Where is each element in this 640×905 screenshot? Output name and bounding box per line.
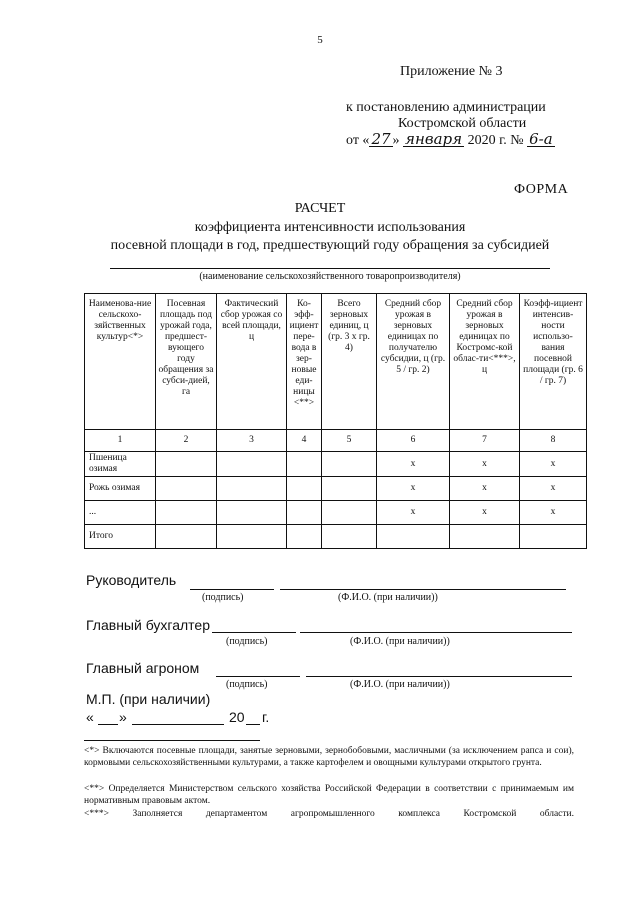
date-prefix: от « (346, 133, 370, 148)
table-cell[interactable] (287, 501, 322, 525)
table-cell[interactable] (377, 525, 450, 549)
agronomist-signature-line[interactable] (216, 676, 300, 677)
header-cell-harvest: Фактический сбор урожая со всей площади, ц (217, 294, 287, 430)
document-subtitle-1: коэффициента интенсивности использования (194, 220, 466, 235)
header-cell-avg-recipient: Средний сбор урожая в зерновых единицах по получателю субсидии, ц (гр. 5 / гр. 2) (377, 294, 450, 430)
header-cell-avg-region: Средний сбор урожая в зерновых единицах по Костромс-кой облас-ти<***>, ц (450, 294, 520, 430)
table-cell[interactable] (217, 501, 287, 525)
total-label-cell: Итого (85, 525, 156, 549)
page-number: 5 (317, 34, 323, 46)
head-signature-line[interactable] (190, 589, 274, 590)
table-cell[interactable] (450, 525, 520, 549)
table-cell: x (450, 501, 520, 525)
header-cell-total-units: Всего зерновых единиц, ц (гр. 3 x гр. 4) (322, 294, 377, 430)
table-cell[interactable] (217, 477, 287, 501)
table-cell[interactable] (156, 452, 217, 477)
decree-date-line (346, 130, 555, 149)
header-cell-intensity: Коэфф-ициент интенсив-ности использо-вания посевной площади (гр. 6 / гр. 7) (520, 294, 587, 430)
head-name-line[interactable] (280, 589, 566, 590)
table-cell[interactable] (322, 477, 377, 501)
table-cell: x (450, 477, 520, 501)
stamp-label: М.П. (при наличии) (86, 691, 211, 707)
table-cell: x (377, 477, 450, 501)
date-close-quote: » (119, 709, 127, 725)
table-cell[interactable] (287, 477, 322, 501)
column-number: 5 (322, 430, 377, 452)
head-label: Руководитель (86, 572, 177, 588)
producer-name-line[interactable] (110, 268, 550, 269)
table-cell[interactable] (322, 525, 377, 549)
column-number: 6 (377, 430, 450, 452)
table-cell[interactable] (217, 452, 287, 477)
footnote-divider (84, 740, 260, 741)
table-cell: x (450, 452, 520, 477)
appendix-title: Приложение № 3 (400, 64, 503, 79)
header-cell-area: Посевная площадь под урожай года, предшест-вующего году обращения за субси-дией, га (156, 294, 217, 430)
date-year-prefix: 20 (229, 709, 245, 725)
document-title: РАСЧЕТ (294, 201, 346, 216)
accountant-label: Главный бухгалтер (86, 617, 210, 633)
footnote-3: <***> Заполняется департаментом агропромышленного комплекса Костромской области. (84, 809, 574, 819)
agronomist-name-caption: (Ф.И.О. (при наличии)) (350, 679, 450, 690)
table-cell[interactable] (322, 501, 377, 525)
date-year-suffix: г. (262, 709, 270, 725)
date-year: 2020 г. № (467, 133, 524, 148)
form-label: ФОРМА (514, 182, 569, 197)
table-cell: x (520, 452, 587, 477)
table-cell[interactable] (287, 525, 322, 549)
head-name-caption: (Ф.И.О. (при наличии)) (338, 592, 438, 603)
date-open-quote: « (86, 709, 94, 725)
table-row-total (85, 525, 587, 549)
handwritten-day: 27 (371, 130, 391, 148)
accountant-signature-line[interactable] (212, 632, 296, 633)
table-cell[interactable] (287, 452, 322, 477)
column-number: 4 (287, 430, 322, 452)
decree-line-2: Костромской области (398, 116, 527, 131)
table-cell[interactable] (322, 452, 377, 477)
crop-name-cell: ... (85, 501, 156, 525)
handwritten-month: января (405, 130, 463, 148)
footnote-2: <**> Определяется Министерством сельского хозяйства Российской Федерации в соответствии с принимаемым им нормативным правовым актом. (84, 784, 574, 806)
crop-name-cell: Пшеница озимая (85, 452, 156, 477)
accountant-signature-caption: (подпись) (226, 636, 268, 647)
date-day-line[interactable] (98, 724, 118, 725)
column-number: 1 (85, 430, 156, 452)
agronomist-signature-caption: (подпись) (226, 679, 268, 690)
header-cell-coefficient: Ко-эфф-ициент пере-вода в зер-новые еди-ницы <**> (287, 294, 322, 430)
accountant-name-caption: (Ф.И.О. (при наличии)) (350, 636, 450, 647)
handwritten-number: 6-а (529, 130, 553, 148)
footnote-1: <*> Включаются посевные площади, занятые зерновыми, зернобобовыми, масличными (за исключением рапса и сои), кормовыми сельскохозяйственными культурами, а также картофелем и овощными культурами открытого грунта. (84, 746, 574, 768)
table-cell[interactable] (217, 525, 287, 549)
table-cell: x (520, 477, 587, 501)
date-year-line[interactable] (246, 724, 260, 725)
producer-caption: (наименование сельскохозяйственного товаропроизводителя) (199, 271, 461, 282)
column-number: 3 (217, 430, 287, 452)
head-signature-caption: (подпись) (202, 592, 244, 603)
agronomist-label: Главный агроном (86, 660, 200, 676)
column-number-row (85, 430, 587, 452)
date-month-line[interactable] (132, 724, 224, 725)
table-row (85, 477, 587, 501)
table-cell[interactable] (156, 477, 217, 501)
table-cell: x (377, 452, 450, 477)
document-subtitle-2: посевной площади в год, предшествующий году обращения за субсидией (110, 238, 550, 253)
decree-line-1: к постановлению администрации (346, 100, 546, 115)
header-cell-crop: Наименова-ние сельскохо-зяйственных культур<*> (85, 294, 156, 430)
agronomist-name-line[interactable] (306, 676, 572, 677)
table-row (85, 452, 587, 477)
table-cell: x (520, 501, 587, 525)
table-row (85, 501, 587, 525)
calculation-table (84, 293, 587, 549)
column-number: 7 (450, 430, 520, 452)
table-cell[interactable] (156, 501, 217, 525)
table-header-row (85, 294, 587, 430)
table-cell[interactable] (520, 525, 587, 549)
crop-name-cell: Рожь озимая (85, 477, 156, 501)
column-number: 2 (156, 430, 217, 452)
column-number: 8 (520, 430, 587, 452)
table-cell: x (377, 501, 450, 525)
accountant-name-line[interactable] (300, 632, 572, 633)
table-cell[interactable] (156, 525, 217, 549)
date-separator: » (392, 133, 400, 148)
